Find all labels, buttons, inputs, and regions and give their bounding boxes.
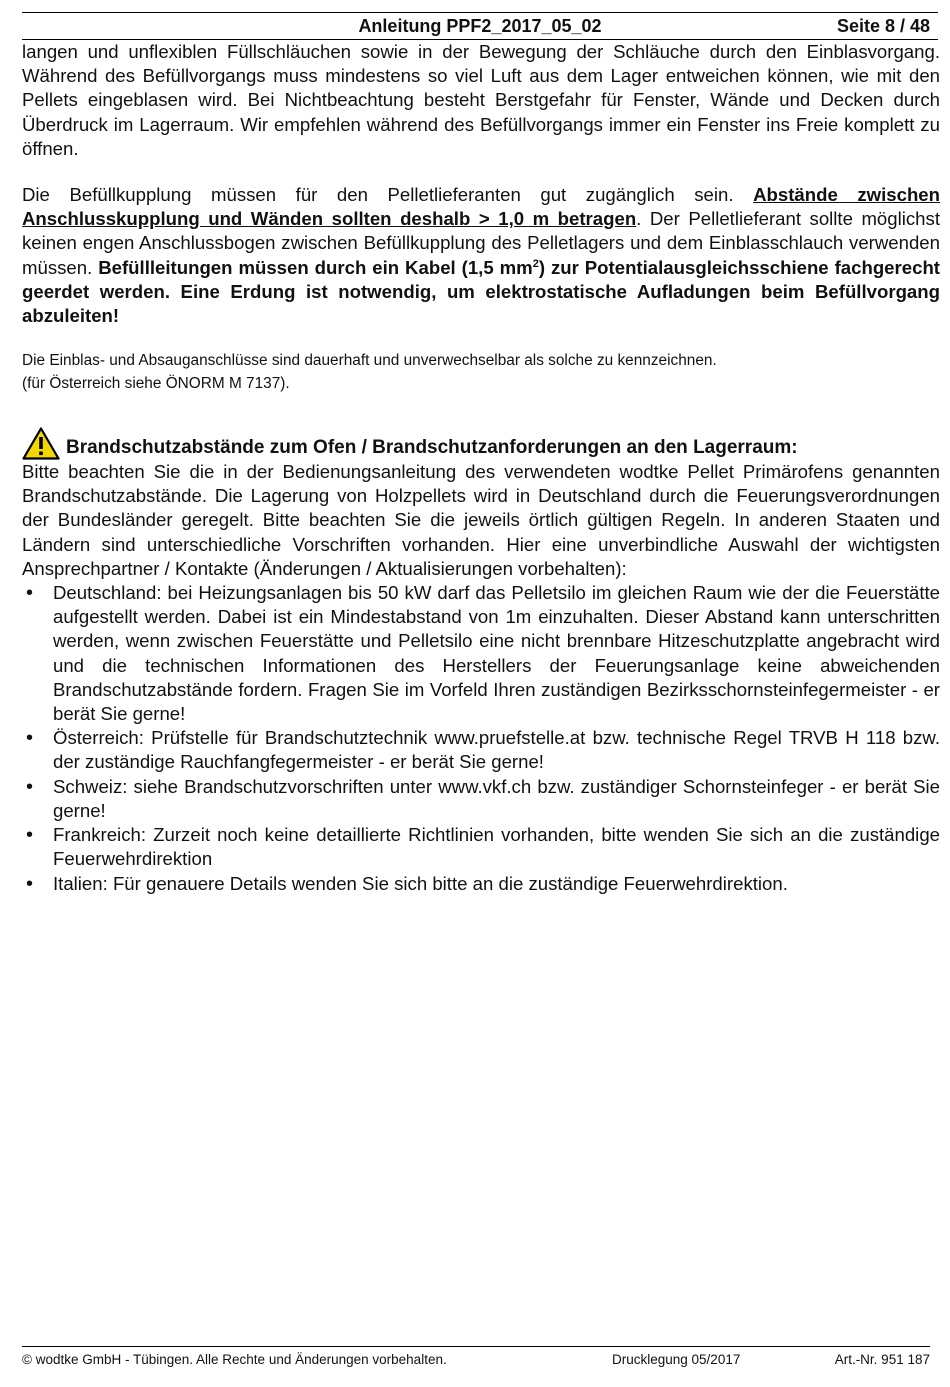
page-content (22, 40, 940, 896)
list-item-switzerland: • Schweiz: siehe Brandschutzvorschriften unter www.vkf.ch bzw. zuständiger Schornsteinfeger - er berät Sie gerne! (22, 775, 940, 823)
page-footer (22, 1346, 930, 1367)
list-item-austria: • Österreich: Prüfstelle für Brandschutztechnik www.pruefstelle.at bzw. technische Regel TRVB H 118 bzw. der zuständige Rauchfangfegermeister - er berät Sie gerne! (22, 726, 940, 774)
marking-line-2: (für Österreich siehe ÖNORM M 7137). (22, 374, 290, 392)
coupling-text-a: Die Befüllkupplung müssen für den Pelletlieferanten gut zugänglich sein. (22, 184, 754, 206)
grounding-note-b: ) zur Potentialausgleichsschiene fachgerecht geerdet werden. Eine Erdung ist notwendig, um elektrostatische Aufladungen beim Befüllvorgang abzuleiten! (22, 256, 940, 327)
document-title: Anleitung PPF2_2017_05_02 (358, 16, 602, 36)
grounding-note-a: Befüllleitungen müssen durch ein Kabel (1,5 mm (98, 256, 533, 278)
list-item-france: • Frankreich: Zurzeit noch keine detaillierte Richtlinien vorhanden, bitte wenden Sie sich an die zuständige Feuerwehrdirektion (22, 823, 940, 871)
marking-line-1: Die Einblas- und Absauganschlüsse sind dauerhaft und unverwechselbar als solche zu kennzeichnen. (22, 352, 717, 370)
footer-copyright: © wodtke GmbH - Tübingen. Alle Rechte und Änderungen vorbehalten. (22, 1352, 447, 1367)
contact-list (22, 581, 940, 896)
list-item-italy: • Italien: Für genauere Details wenden Sie sich bitte an die zuständige Feuerwehrdirektion. (22, 872, 940, 896)
coupling-distance-note: Abstände zwischen Anschlusskupplung und Wänden sollten deshalb > 1,0 m betragen (22, 184, 940, 230)
section-heading-row (22, 427, 940, 460)
paragraph-ventilation: langen und unflexiblen Füllschläuchen sowie in der Bewegung der Schläuche durch den Einblasvorgang. Während des Befüllvorgangs muss mindestens so viel Luft aus dem Lager entweichen können, wie mit den Pellets eingeblasen wird. Bei Nichtbeachtung besteht Berstgefahr für Fenster, Wände und Decken durch Überdruck im Lagerraum. Wir empfehlen während des Befüllvorgangs immer ein Fenster ins Freie komplett zu öffnen. (22, 41, 940, 159)
paragraph-marking (22, 350, 940, 395)
footer-article-number: Art.-Nr. 951 187 (834, 1352, 930, 1367)
list-item-germany: • Deutschland: bei Heizungsanlagen bis 50 kW darf das Pelletsilo im gleichen Raum wie der die Feuerstätte aufgestellt werden. Dabei ist ein Mindestabstand von 1m einzuhalten. Dieser Abstand kann unterschritten werden, wenn zwischen Feuerstätte und Pelletsilo eine nicht brennbare Hitzeschutzplatte angebracht wird und die technischen Informationen des Herstellers der Feuerungsanlage keine abweichenden Brandschutzabstände fordern. Fragen Sie im Vorfeld Ihren zuständigen Bezirksschornsteinfegermeister - er berät Sie gerne! (22, 581, 940, 726)
page-number: Seite 8 / 48 (836, 16, 930, 36)
coupling-text-c: . Der Pelletlieferant sollte möglichst keinen engen Anschlussbogen zwischen Befüllkupplung des Pelletlagers und dem Einblasschlauch verwenden müssen. (22, 208, 940, 278)
footer-print-date: Drucklegung 05/2017 (612, 1352, 741, 1367)
paragraph-coupling (22, 183, 940, 328)
warning-triangle-icon (22, 427, 60, 460)
section-heading: Brandschutzabstände zum Ofen / Brandschutzanforderungen an den Lagerraum: (66, 436, 798, 458)
section-intro: Bitte beachten Sie die in der Bedienungsanleitung des verwendeten wodtke Pellet Primärofens genannten Brandschutzabstände. Die Lagerung von Holzpellets wird in Deutschland durch die Feuerungsverordnungen der Bundesländer geregelt. Bitte beachten Sie die jeweils örtlich gültigen Regeln. In anderen Staaten und Ländern sind unterschiedliche Vorschriften vorhanden. Hier eine unverbindliche Auswahl der wichtigsten Ansprechpartner / Kontakte (Änderungen / Aktualisierungen vorbehalten): (22, 461, 940, 579)
page-header (22, 12, 938, 40)
grounding-superscript: 2 (532, 257, 539, 270)
